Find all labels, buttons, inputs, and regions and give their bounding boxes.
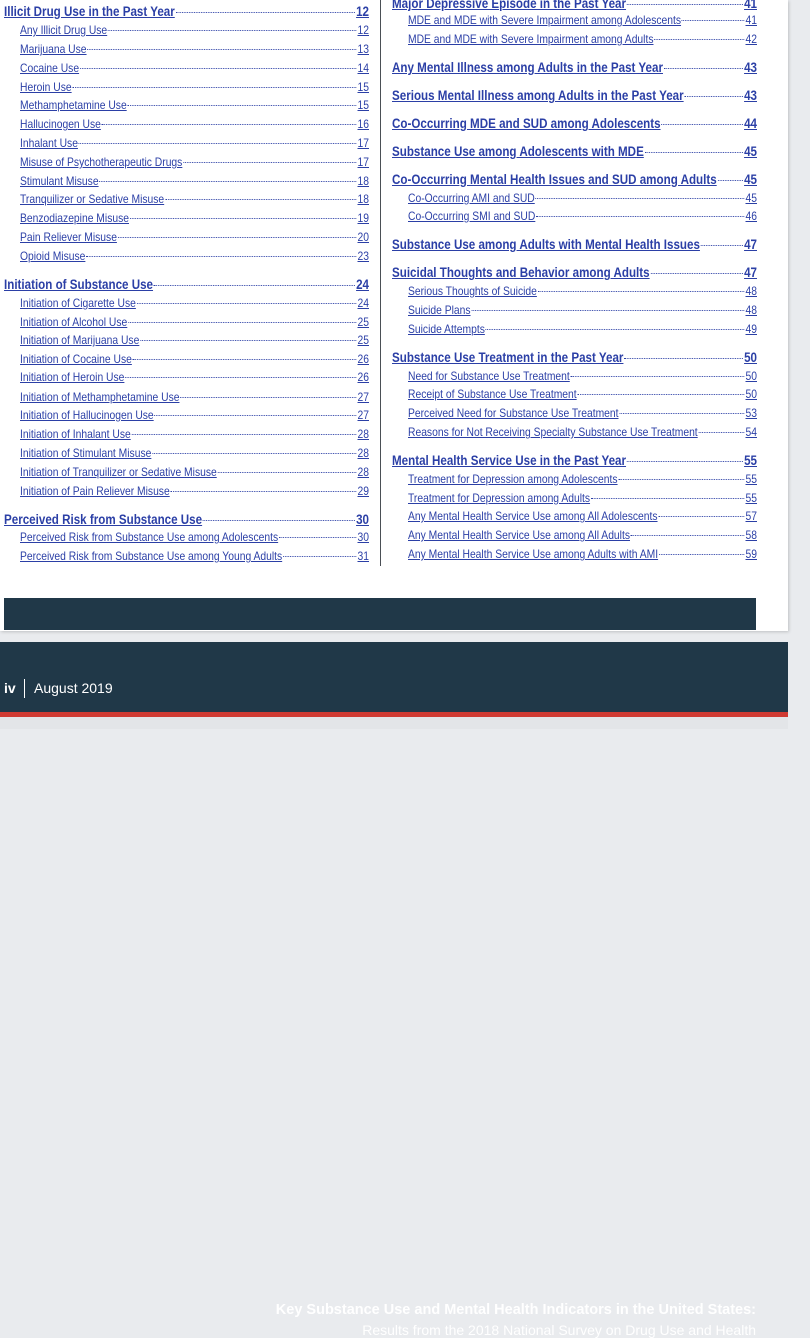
toc-dot-leader [128, 322, 357, 323]
toc-entry-page-number: 19 [357, 211, 369, 225]
toc-dot-leader [279, 537, 357, 538]
toc-entry-right-13[interactable] [408, 284, 757, 298]
toc-entry-page-number: 17 [357, 136, 369, 150]
footer-report-title: Key Substance Use and Mental Health Indicators in the United States: [275, 1302, 756, 1318]
toc-dot-leader [658, 516, 744, 517]
toc-entry-title: Perceived Risk from Substance Use among Adolescents [20, 530, 279, 544]
toc-entry-page-number: 31 [357, 549, 369, 563]
toc-dot-leader [79, 143, 357, 144]
column-divider [380, 0, 381, 566]
toc-entry-title: Initiation of Cigarette Use [20, 296, 136, 310]
toc-entry-title: Serious Thoughts of Suicide [408, 284, 537, 298]
toc-entry-page-number: 27 [357, 408, 369, 422]
toc-entry-page-number: 42 [745, 32, 757, 46]
toc-entry-left-6[interactable] [20, 98, 369, 112]
toc-dot-leader [654, 39, 744, 40]
toc-entry-page-number: 12 [356, 4, 369, 19]
toc-entry-page-number: 47 [744, 265, 757, 280]
toc-entry-page-number: 24 [357, 296, 369, 310]
toc-entry-page-number: 30 [357, 530, 369, 544]
toc-entry-left-18[interactable] [20, 333, 369, 347]
toc-entry-left-14[interactable] [20, 249, 369, 263]
toc-entry-right-6[interactable] [392, 116, 757, 131]
toc-dot-leader [684, 96, 743, 97]
toc-dot-leader [645, 152, 744, 153]
toc-entry-title: Opioid Misuse [20, 249, 86, 263]
toc-entry-left-29[interactable] [20, 549, 369, 563]
toc-entry-right-25[interactable] [408, 528, 757, 542]
toc-dot-leader [536, 198, 745, 199]
toc-entry-page-number: 50 [745, 387, 757, 401]
toc-entry-title: Reasons for Not Receiving Specialty Substance Use Treatment [408, 425, 698, 439]
toc-entry-page-number: 55 [744, 453, 757, 468]
toc-entry-title: Substance Use among Adults with Mental Health Issues [392, 237, 700, 252]
toc-dot-leader [102, 124, 357, 125]
toc-entry-page-number: 41 [745, 13, 757, 27]
toc-dot-leader [664, 68, 743, 69]
toc-entry-right-15[interactable] [408, 322, 757, 336]
toc-entry-right-16[interactable] [392, 350, 757, 365]
footer-base [0, 717, 788, 729]
toc-entry-page-number: 25 [357, 333, 369, 347]
toc-entry-title: Any Mental Health Service Use among All Adolescents [408, 509, 658, 523]
toc-entry-left-25[interactable] [20, 465, 369, 479]
toc-entry-title: Substance Use Treatment in the Past Year [392, 350, 624, 365]
toc-entry-left-13[interactable] [20, 230, 369, 244]
toc-entry-title: Illicit Drug Use in the Past Year [4, 4, 175, 19]
toc-entry-title: Initiation of Methamphetamine Use [20, 390, 180, 404]
toc-entry-right-20[interactable] [408, 425, 757, 439]
toc-entry-right-22[interactable] [408, 472, 757, 486]
document-page [0, 0, 788, 631]
toc-entry-left-22[interactable] [20, 408, 369, 422]
toc-entry-title: Any Mental Health Service Use among Adults with AMI [408, 547, 659, 561]
toc-entry-title: Suicide Attempts [408, 322, 485, 336]
toc-entry-page-number: 46 [745, 209, 757, 223]
toc-entry-page-number: 25 [357, 315, 369, 329]
toc-dot-leader [536, 216, 744, 217]
toc-dot-leader [682, 20, 745, 21]
toc-entry-page-number: 55 [745, 472, 757, 486]
toc-entry-title: Initiation of Heroin Use [20, 370, 125, 384]
toc-entry-left-24[interactable] [20, 446, 369, 460]
toc-entry-right-26[interactable] [408, 547, 757, 561]
toc-dot-leader [203, 520, 355, 521]
toc-entry-title: Stimulant Misuse [20, 174, 99, 188]
toc-entry-page-number: 15 [357, 80, 369, 94]
toc-entry-right-14[interactable] [408, 303, 757, 317]
toc-entry-title: MDE and MDE with Severe Impairment among Adolescents [408, 13, 682, 27]
toc-entry-title: Any Mental Health Service Use among All Adults [408, 528, 631, 542]
toc-entry-title: Any Illicit Drug Use [20, 23, 108, 37]
toc-entry-title: Inhalant Use [20, 136, 78, 150]
toc-entry-right-21[interactable] [392, 453, 757, 468]
toc-entry-page-number: 14 [357, 61, 369, 75]
toc-dot-leader [154, 285, 355, 286]
toc-entry-page-number: 13 [357, 42, 369, 56]
toc-entry-page-number: 12 [357, 23, 369, 37]
toc-dot-leader [180, 397, 356, 398]
toc-dot-leader [183, 162, 356, 163]
toc-entry-left-20[interactable] [20, 370, 369, 384]
toc-entry-right-12[interactable] [392, 265, 757, 280]
toc-entry-right-11[interactable] [392, 237, 757, 252]
toc-dot-leader [118, 237, 357, 238]
toc-entry-left-17[interactable] [20, 315, 369, 329]
toc-entry-left-4[interactable] [20, 61, 369, 75]
toc-entry-right-24[interactable] [408, 509, 757, 523]
toc-dot-leader [718, 180, 744, 181]
toc-dot-leader [87, 49, 356, 50]
toc-entry-page-number: 20 [357, 230, 369, 244]
page-bottom-band [4, 598, 756, 630]
toc-dot-leader [137, 303, 357, 304]
toc-entry-title: Treatment for Depression among Adolescents [408, 472, 618, 486]
toc-dot-leader [486, 329, 745, 330]
toc-entry-right-2[interactable] [408, 13, 757, 27]
toc-dot-leader [99, 181, 356, 182]
toc-entry-title: Co-Occurring SMI and SUD [408, 209, 536, 223]
toc-entry-title: Perceived Need for Substance Use Treatment [408, 406, 619, 420]
toc-entry-title: Initiation of Pain Reliever Misuse [20, 484, 170, 498]
toc-entry-page-number: 48 [745, 284, 757, 298]
toc-dot-leader [699, 432, 745, 433]
toc-entry-left-16[interactable] [20, 296, 369, 310]
footer-report-subtitle: Results from the 2018 National Survey on Drug Use and Health [362, 1322, 756, 1338]
toc-dot-leader [538, 291, 745, 292]
toc-entry-page-number: 58 [745, 528, 757, 542]
toc-entry-title: Initiation of Marijuana Use [20, 333, 140, 347]
toc-entry-title: Serious Mental Illness among Adults in the Past Year [392, 88, 684, 103]
toc-dot-leader [218, 472, 357, 473]
toc-entry-left-1[interactable] [4, 4, 369, 19]
toc-entry-page-number: 17 [357, 155, 369, 169]
toc-entry-right-23[interactable] [408, 491, 757, 505]
toc-entry-right-4[interactable] [392, 60, 757, 75]
toc-dot-leader [130, 218, 357, 219]
toc-dot-leader [627, 4, 743, 5]
toc-entry-page-number: 57 [745, 509, 757, 523]
toc-entry-left-9[interactable] [20, 155, 369, 169]
toc-entry-page-number: 48 [745, 303, 757, 317]
toc-entry-title: Marijuana Use [20, 42, 87, 56]
toc-entry-title: Cocaine Use [20, 61, 80, 75]
toc-entry-title: MDE and MDE with Severe Impairment among Adults [408, 32, 654, 46]
toc-entry-right-10[interactable] [408, 209, 757, 223]
toc-dot-leader [152, 453, 356, 454]
toc-entry-page-number: 50 [744, 350, 757, 365]
toc-entry-page-number: 44 [744, 116, 757, 131]
toc-entry-page-number: 45 [745, 191, 757, 205]
toc-dot-leader [624, 358, 743, 359]
toc-dot-leader [108, 30, 357, 31]
toc-dot-leader [171, 491, 357, 492]
toc-entry-page-number: 26 [357, 370, 369, 384]
toc-dot-leader [132, 434, 357, 435]
toc-entry-page-number: 59 [745, 547, 757, 561]
toc-entry-title: Initiation of Stimulant Misuse [20, 446, 152, 460]
toc-entry-title: Misuse of Psychotherapeutic Drugs [20, 155, 183, 169]
toc-entry-page-number: 28 [357, 446, 369, 460]
toc-entry-left-2[interactable] [20, 23, 369, 37]
toc-entry-page-number: 47 [744, 237, 757, 252]
toc-entry-right-18[interactable] [408, 387, 757, 401]
toc-entry-title: Treatment for Depression among Adults [408, 491, 591, 505]
toc-entry-page-number: 18 [357, 192, 369, 206]
toc-entry-title: Any Mental Illness among Adults in the Past Year [392, 60, 663, 75]
toc-entry-title: Perceived Risk from Substance Use [4, 512, 203, 527]
toc-entry-left-27[interactable] [4, 512, 369, 527]
toc-entry-title: Initiation of Hallucinogen Use [20, 408, 154, 422]
toc-entry-page-number: 24 [356, 277, 369, 292]
page-number-separator [24, 679, 25, 698]
toc-entry-page-number: 53 [745, 406, 757, 420]
toc-entry-left-26[interactable] [20, 484, 369, 498]
toc-entry-left-19[interactable] [20, 352, 369, 366]
toc-entry-left-23[interactable] [20, 427, 369, 441]
toc-entry-page-number: 43 [744, 60, 757, 75]
toc-entry-title: Initiation of Alcohol Use [20, 315, 128, 329]
toc-dot-leader [165, 199, 357, 200]
toc-entry-page-number: 15 [357, 98, 369, 112]
toc-entry-title: Perceived Risk from Substance Use among Young Adults [20, 549, 283, 563]
toc-entry-page-number: 18 [357, 174, 369, 188]
toc-entry-right-1[interactable] [392, 0, 757, 11]
toc-entry-title: Initiation of Cocaine Use [20, 352, 132, 366]
toc-entry-right-5[interactable] [392, 88, 757, 103]
toc-entry-right-8[interactable] [392, 172, 757, 187]
toc-entry-title: Initiation of Substance Use [4, 277, 154, 292]
toc-entry-title: Co-Occurring MDE and SUD among Adolescents [392, 116, 661, 131]
toc-entry-page-number: 50 [745, 369, 757, 383]
toc-entry-page-number: 49 [745, 322, 757, 336]
toc-entry-left-5[interactable] [20, 80, 369, 94]
toc-entry-title: Suicidal Thoughts and Behavior among Adults [392, 265, 650, 280]
toc-entry-right-3[interactable] [408, 32, 757, 46]
toc-entry-right-17[interactable] [408, 369, 757, 383]
toc-dot-leader [659, 554, 745, 555]
toc-entry-left-10[interactable] [20, 174, 369, 188]
toc-entry-page-number: 27 [357, 390, 369, 404]
toc-dot-leader [72, 87, 356, 88]
toc-entry-title: Receipt of Substance Use Treatment [408, 387, 577, 401]
toc-entry-page-number: 28 [357, 465, 369, 479]
toc-dot-leader [128, 105, 357, 106]
toc-dot-leader [125, 377, 356, 378]
publication-date: August 2019 [34, 680, 113, 696]
toc-entry-left-11[interactable] [20, 192, 369, 206]
toc-entry-left-21[interactable] [20, 390, 369, 404]
toc-dot-leader [133, 359, 357, 360]
toc-entry-page-number: 26 [357, 352, 369, 366]
toc-entry-title: Major Depressive Episode in the Past Year [392, 0, 627, 11]
toc-entry-page-number: 43 [744, 88, 757, 103]
toc-entry-title: Tranquilizer or Sedative Misuse [20, 192, 165, 206]
toc-entry-left-12[interactable] [20, 211, 369, 225]
toc-entry-page-number: 45 [744, 144, 757, 159]
toc-entry-left-7[interactable] [20, 117, 369, 131]
toc-entry-title: Suicide Plans [408, 303, 471, 317]
toc-entry-page-number: 29 [357, 484, 369, 498]
toc-entry-title: Substance Use among Adolescents with MDE [392, 144, 644, 159]
toc-entry-title: Need for Substance Use Treatment [408, 369, 570, 383]
toc-entry-page-number: 23 [357, 249, 369, 263]
toc-dot-leader [283, 556, 357, 557]
toc-dot-leader [631, 535, 745, 536]
toc-dot-leader [661, 124, 743, 125]
toc-entry-left-3[interactable] [20, 42, 369, 56]
toc-dot-leader [571, 376, 745, 377]
toc-entry-page-number: 55 [745, 491, 757, 505]
toc-dot-leader [701, 245, 743, 246]
toc-entry-title: Initiation of Inhalant Use [20, 427, 131, 441]
toc-dot-leader [650, 273, 743, 274]
toc-dot-leader [155, 415, 357, 416]
toc-dot-leader [471, 310, 744, 311]
toc-entry-right-9[interactable] [408, 191, 757, 205]
toc-entry-page-number: 16 [357, 117, 369, 131]
toc-entry-title: Initiation of Tranquilizer or Sedative Misuse [20, 465, 217, 479]
toc-entry-title: Co-Occurring AMI and SUD [408, 191, 535, 205]
toc-entry-page-number: 28 [357, 427, 369, 441]
toc-entry-page-number: 54 [745, 425, 757, 439]
toc-entry-page-number: 41 [744, 0, 757, 11]
toc-entry-title: Methamphetamine Use [20, 98, 127, 112]
toc-entry-left-28[interactable] [20, 530, 369, 544]
toc-entry-page-number: 30 [356, 512, 369, 527]
toc-entry-title: Benzodiazepine Misuse [20, 211, 130, 225]
toc-entry-page-number: 45 [744, 172, 757, 187]
toc-dot-leader [176, 12, 356, 13]
toc-entry-right-7[interactable] [392, 144, 757, 159]
toc-entry-left-8[interactable] [20, 136, 369, 150]
toc-dot-leader [140, 340, 356, 341]
toc-entry-title: Pain Reliever Misuse [20, 230, 117, 244]
toc-entry-right-19[interactable] [408, 406, 757, 420]
toc-dot-leader [627, 461, 743, 462]
toc-dot-leader [80, 68, 357, 69]
page-number: iv [4, 680, 16, 696]
page-footer [0, 642, 788, 1338]
toc-dot-leader [618, 479, 744, 480]
toc-entry-left-15[interactable] [4, 277, 369, 292]
toc-dot-leader [619, 413, 744, 414]
toc-entry-title: Mental Health Service Use in the Past Year [392, 453, 627, 468]
toc-dot-leader [591, 498, 745, 499]
toc-entry-title: Co-Occurring Mental Health Issues and SUD among Adults [392, 172, 717, 187]
toc-dot-leader [578, 394, 745, 395]
toc-entry-title: Hallucinogen Use [20, 117, 101, 131]
toc-dot-leader [86, 256, 356, 257]
toc-entry-title: Heroin Use [20, 80, 72, 94]
